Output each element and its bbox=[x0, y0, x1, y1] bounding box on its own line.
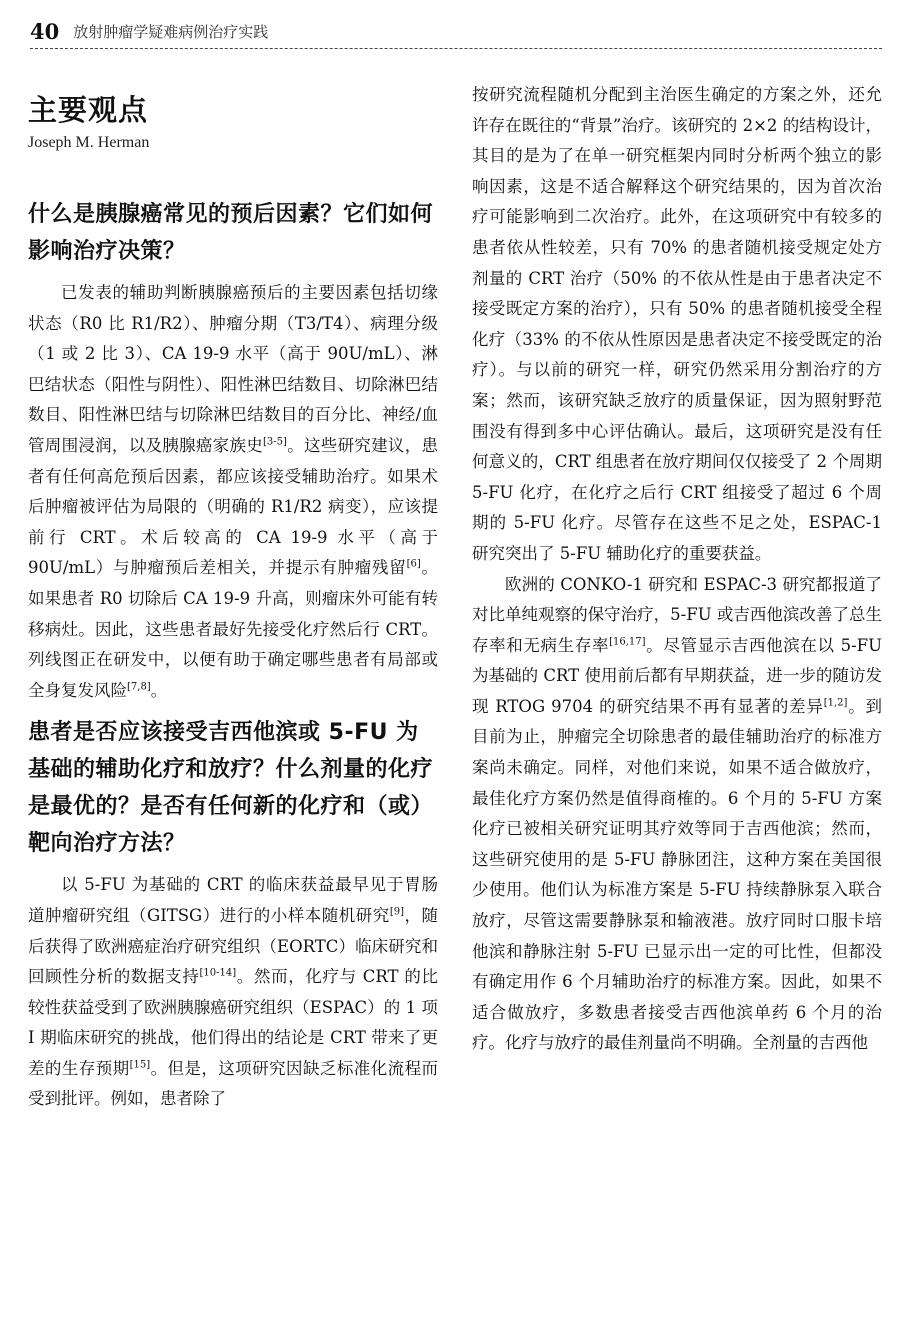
question-heading-2: 患者是否应该接受吉西他滨或 5-FU 为基础的辅助化疗和放疗？什么剂量的化疗是最优的？是否有任何新的化疗和（或）靶向治疗方法？ bbox=[28, 720, 434, 857]
citation: [7,8] bbox=[127, 681, 151, 693]
left-column bbox=[28, 84, 438, 1115]
section-title: 主要观点 bbox=[28, 93, 149, 127]
citation: [9] bbox=[389, 906, 404, 918]
running-head bbox=[30, 14, 880, 48]
book-title: 放射肿瘤学疑难病例治疗实践 bbox=[73, 22, 269, 41]
paragraph: 按研究流程随机分配到主治医生确定的方案之外，还允许存在既往的“背景”治疗。该研究的 2×2 的结构设计，其目的是为了在单一研究框架内同时分析两个独立的影响因素，这是不适合解释这个研究结果的，因为首次治疗可能影响到二次治疗。此外，在这项研究中有较多的患者依从性较差，只有 70% 的患者随机接受规定处方剂量的 CRT 治疗（50% 的不依从性是由于患者决定不接受既定方案的治疗），只有 50% 的患者随机接受全程化疗（33% 的不依从性原因是患者决定不接受既定的治疗）。与以前的研究一样，研究仍然采用分割治疗的方案；然而，该研究缺乏放疗的质量保证，因为照射野范围没有得到多中心评估确认。最后，这项研究是没有任何意义的，CRT 组患者在放疗期间仅仅接受了 2 个周期 5-FU 化疗，在化疗之后行 CRT 组接受了超过 6 个周期的 5-FU 化疗。尽管存在这些不足之处，ESPAC-1 研究突出了 5-FU 辅助化疗的重要获益。 bbox=[472, 85, 882, 563]
citation: [6] bbox=[406, 558, 421, 570]
citation: [3-5] bbox=[263, 436, 287, 448]
author: Joseph M. Herman bbox=[28, 134, 150, 151]
citation: [15] bbox=[129, 1059, 151, 1071]
citation: [1,2] bbox=[823, 697, 848, 709]
right-column bbox=[472, 80, 882, 1059]
header-rule bbox=[30, 48, 882, 49]
page-number: 40 bbox=[30, 18, 60, 44]
paragraph: 以 5-FU 为基础的 CRT 的临床获益最早见于胃肠道肿瘤研究组（GITSG）进行的小样本随机研究[9]，随后获得了欧洲癌症治疗研究组织（EORTC）临床研究和回顾性分析的数据支持[10-14]。然而，化疗与 CRT 的比较性获益受到了欧洲胰腺癌研究组织（ESPAC）的 1 项 Ⅰ 期临床研究的挑战，他们得出的结论是 CRT 带来了更差的生存预期[15]。但是，这项研究因缺乏标准化流程而受到批评。例如，患者除了 bbox=[28, 875, 439, 1109]
paragraph: 欧洲的 CONKO-1 研究和 ESPAC-3 研究都报道了对比单纯观察的保守治疗，5-FU 或吉西他滨改善了总生存率和无病生存率[16,17]。尽管显示吉西他滨在以 5-FU 为基础的 CRT 使用前后都有早期获益，进一步的随访发现 RTOG 9704 的研究结果不再有显著的差异[1,2]。到目前为止，肿瘤完全切除患者的最佳辅助治疗的标准方案尚未确定。同样，对他们来说，如果不适合做放疗，最佳化疗方案仍然是值得商榷的。6 个月的 5-FU 方案化疗已被相关研究证明其疗效等同于吉西他滨；然而，这些研究使用的是 5-FU 静脉团注，这种方案在美国很少使用。他们认为标准方案是 5-FU 持续静脉泵入联合放疗，尽管这需要静脉泵和输液港。放疗同时口服卡培他滨和静脉注射 5-FU 已显示出一定的可比性，但都没有确定用作 6 个月辅助治疗的标准方案。因此，如果不适合做放疗，多数患者接受吉西他滨单药 6 个月的治疗。化疗与放疗的最佳剂量尚不明确。全剂量的吉西他 bbox=[472, 574, 883, 1053]
citation: [10-14] bbox=[199, 967, 237, 979]
paragraph: 已发表的辅助判断胰腺癌预后的主要因素包括切缘状态（R0 比 R1/R2）、肿瘤分期（T3/T4）、病理分级（1 或 2 比 3）、CA 19-9 水平（高于 90U/mL）、淋巴结状态（阳性与阴性）、阳性淋巴结数目、切除淋巴结数目、阳性淋巴结与切除淋巴结数目的百分比、神经/血管周围浸润，以及胰腺癌家族史[3-5]。这些研究建议，患者有任何高危预后因素，都应该接受辅助治疗。如果术后肿瘤被评估为局限的（明确的 R1/R2 病变），应该提前行 CRT。术后较高的 CA 19-9 水平（高于 90U/mL）与肿瘤预后差相关，并提示有肿瘤残留[6]。如果患者 R0 切除后 CA 19-9 升高，则瘤床外可能有转移病灶。因此，这些患者最好先接受化疗然后行 CRT。列线图正在研发中，以便有助于确定哪些患者有局部或全身复发风险[7,8]。 bbox=[28, 283, 439, 700]
citation: [16,17] bbox=[609, 636, 646, 648]
question-heading-1: 什么是胰腺癌常见的预后因素？它们如何影响治疗决策？ bbox=[28, 202, 434, 264]
